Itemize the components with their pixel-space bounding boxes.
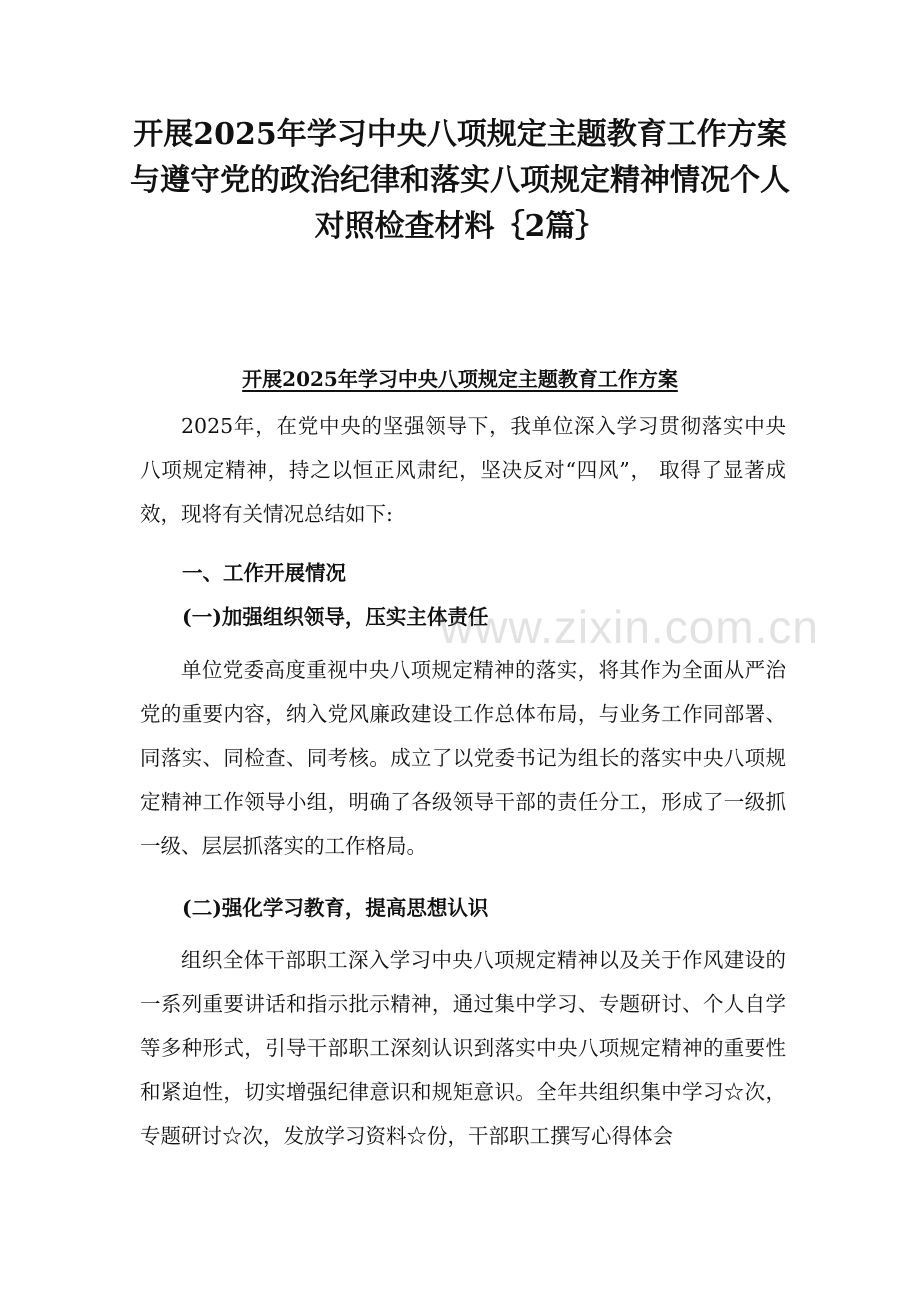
section-title: 开展2025年学习中央八项规定主题教育工作方案 — [242, 367, 678, 391]
watermark: www.zixin.com.cn — [440, 601, 819, 653]
heading-work-status: 一、工作开展情况 — [182, 561, 346, 585]
heading-organization-leadership: (一)加强组织领导，压实主体责任 — [182, 605, 489, 629]
paragraph-organization: 单位党委高度重视中央八项规定精神的落实，将其作为全面从严治党的重要内容，纳入党风廉政建设工作总体布局，与业务工作同部署、同落实、同检查、同考核。成立了以党委书记为组长的落实中央八项规定精神工作领导小组，明确了各级领导干部的责任分工，形成了一级抓一级、层层抓落实的工作格局。 — [140, 658, 786, 858]
paragraph-study: 组织全体干部职工深入学习中央八项规定精神以及关于作风建设的一系列重要讲话和指示批示精神，通过集中学习、专题研讨、个人自学等多种形式，引导干部职工深刻认识到落实中央八项规定精神的重要性和紧迫性，切实增强纪律意识和规矩意识。全年共组织集中学习☆次，专题研讨☆次，发放学习资料☆份，干部职工撰写心得体会 — [140, 948, 786, 1148]
heading-study-education: (二)强化学习教育，提高思想认识 — [182, 896, 489, 920]
document-title: 开展2025年学习中央八项规定主题教育工作方案与遵守党的政治纪律和落实八项规定精神情况个人对照检查材料｛2篇｝ — [130, 117, 790, 244]
paragraph-intro: 2025年，在党中央的坚强领导下，我单位深入学习贯彻落实中央八项规定精神，持之以恒正风肃纪，坚决反对“四风”， 取得了显著成效，现将有关情况总结如下: — [140, 414, 786, 526]
